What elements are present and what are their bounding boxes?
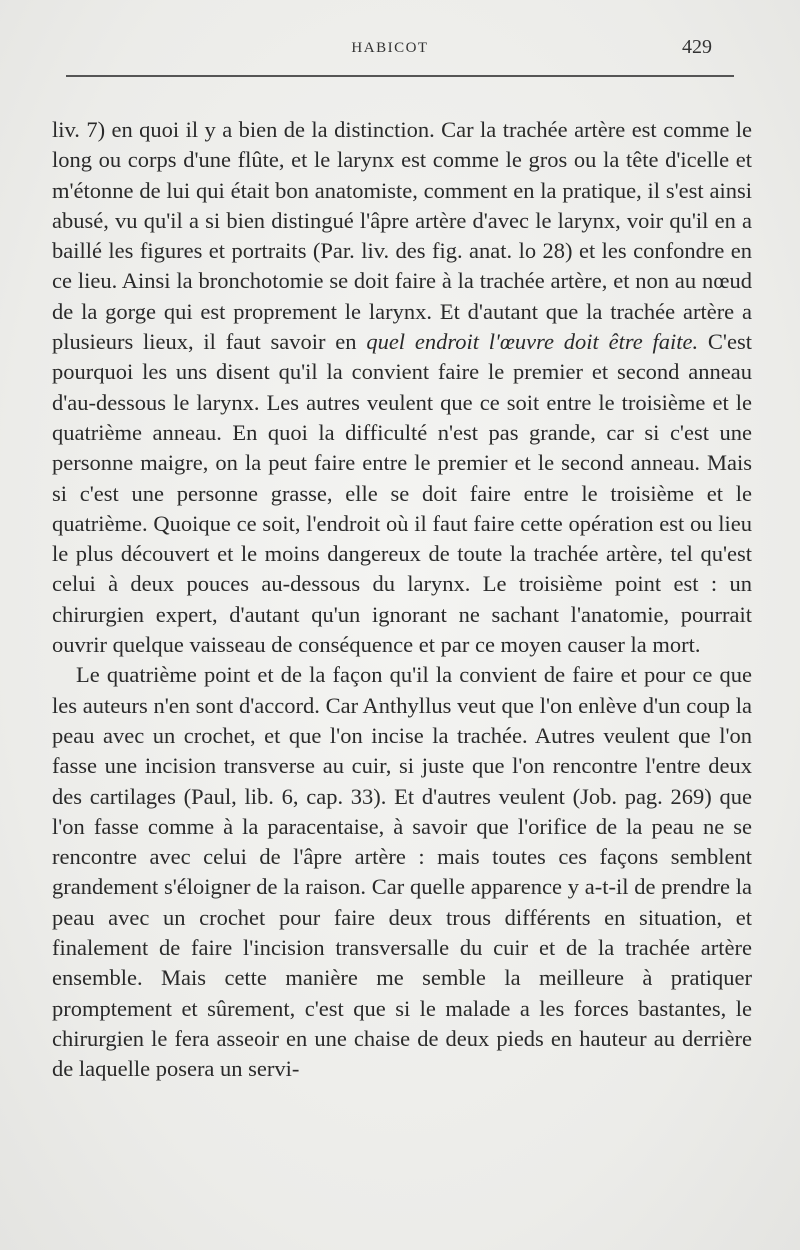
- body-text: [52, 115, 752, 1085]
- running-title: HABICOT: [351, 40, 429, 56]
- header-rule: [66, 75, 734, 77]
- paragraph-1: [52, 115, 752, 660]
- running-head: [64, 36, 716, 64]
- paragraph-1-text-before: liv. 7) en quoi il y a bien de la distinction. Car la trachée artère est comme le long ou corps d'une flûte, et le larynx est comme le gros ou la tête d'icelle et m'étonne de lui qui était bon anatomiste, comment en la pratique, il s'est ainsi abusé, vu qu'il a si bien distingué l'âpre artère d'avec le larynx, voir qu'il en a baillé les figures et portraits (Par. liv. des fig. anat. lo 28) et les confondre en ce lieu. Ainsi la bronchotomie se doit faire à la trachée artère, et non au nœud de la gorge qui est proprement le larynx. Et d'autant que la trachée artère a plusieurs lieux, il faut savoir en: [52, 117, 752, 355]
- page-number: 429: [682, 36, 712, 58]
- paragraph-1-emphasis: quel endroit l'œuvre doit être faite.: [366, 329, 699, 355]
- paragraph-1-text-after: C'est pourquoi les uns disent qu'il la convient faire le premier et second anneau d'au-dessous le larynx. Les autres veulent que ce soit entre le troisième et le quatrième anneau. En quoi la difficulté n'est pas grande, car si c'est une personne maigre, on la peut faire entre le premier et le second anneau. Mais si c'est une personne grasse, elle se doit faire entre le troisième et le quatrième. Quoique ce soit, l'endroit où il faut faire cette opération est ou lieu le plus découvert et le moins dangereux de toute la trachée artère, tel qu'est celui à deux pouces au-dessous du larynx. Le troisième point est : un chirurgien expert, d'autant qu'un ignorant ne sachant l'anatomie, pourrait ouvrir quelque vaisseau de conséquence et par ce moyen causer la mort.: [52, 329, 752, 658]
- paragraph-2: Le quatrième point et de la façon qu'il la convient de faire et pour ce que les auteurs n'en sont d'accord. Car Anthyllus veut que l'on enlève d'un coup la peau avec un crochet, et que l'on incise la trachée. Autres veulent que l'on fasse une incision transverse au cuir, si juste que l'on rencontre l'entre deux des cartilages (Paul, lib. 6, cap. 33). Et d'autres veulent (Job. pag. 269) que l'on fasse comme à la paracentaise, à savoir que l'orifice de la peau ne se rencontre avec celui de l'âpre artère : mais toutes ces façons semblent grandement s'éloigner de la raison. Car quelle apparence y a-t-il de prendre la peau avec un crochet pour faire deux trous différents en situation, et finalement de faire l'incision transversalle du cuir et de la trachée artère ensemble. Mais cette manière me semble la meilleure à pratiquer promptement et sûrement, c'est que si le malade a les forces bastantes, le chirurgien le fera asseoir en une chaise de deux pieds en hauteur au derrière de laquelle posera un servi-: [52, 662, 752, 1082]
